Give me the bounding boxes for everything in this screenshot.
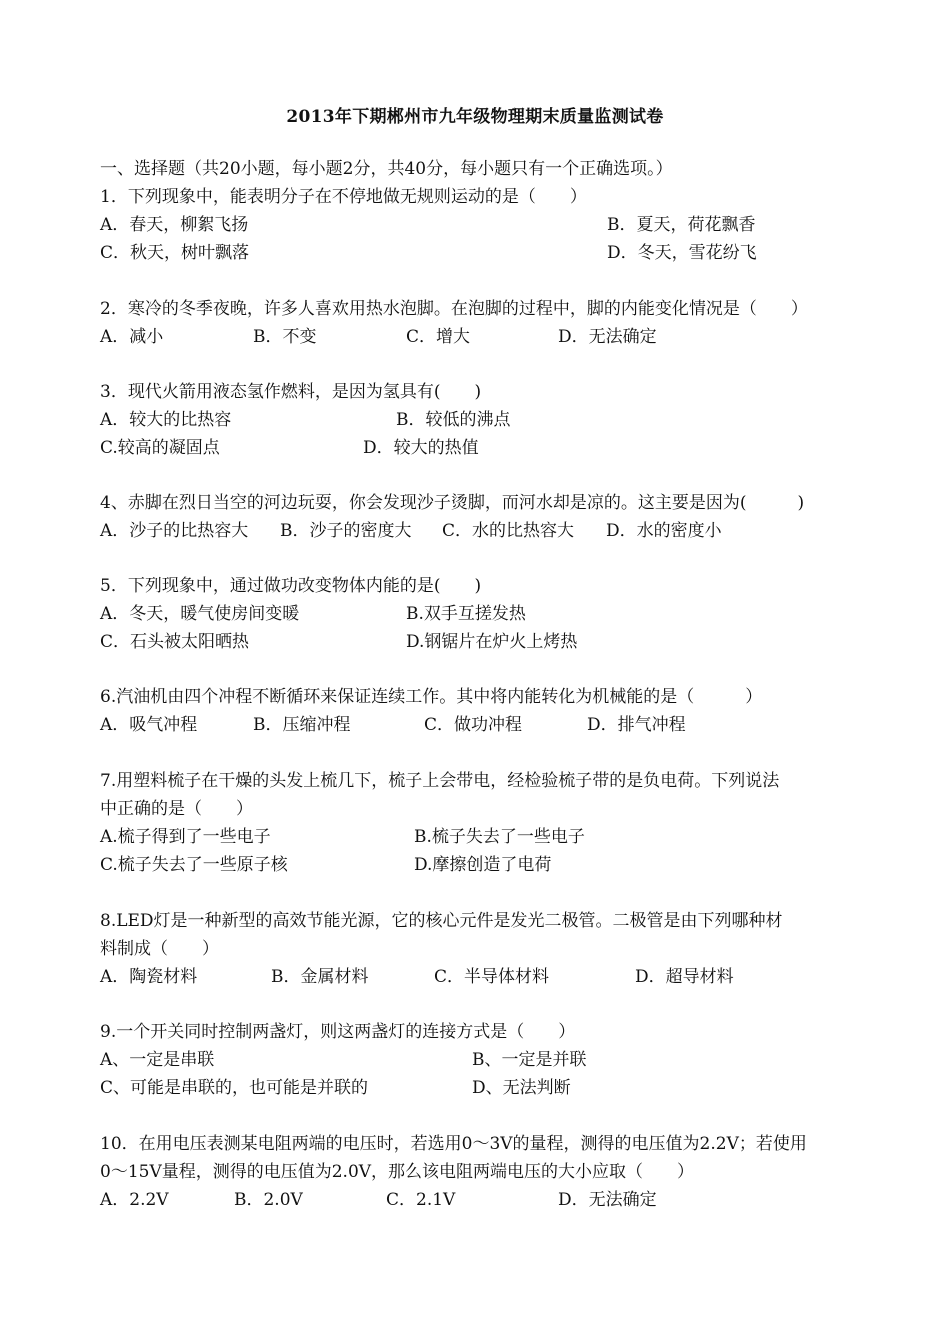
question-8-option-c: C．半导体材料 xyxy=(434,967,550,987)
question-10-option-c: C．2.1V xyxy=(386,1190,456,1210)
question-3-option-c: C.较高的凝固点 xyxy=(100,438,220,458)
question-9-option-c: C、可能是串联的，也可能是并联的 xyxy=(100,1078,369,1098)
question-1-option-a: A．春天，柳絮飞扬 xyxy=(100,215,249,235)
question-9-option-b: B、一定是并联 xyxy=(472,1050,587,1070)
question-5-option-a: A．冬天，暖气使房间变暖 xyxy=(100,604,300,624)
question-4-option-a: A．沙子的比热容大 xyxy=(100,521,249,541)
question-7-stem-line-2: 中正确的是（ ） xyxy=(100,799,253,819)
question-7-option-b: B.梳子失去了一些电子 xyxy=(414,827,585,847)
question-2-option-a: A．减小 xyxy=(100,327,164,347)
question-1-option-c: C．秋天，树叶飘落 xyxy=(100,243,250,263)
question-3-option-d: D．较大的热值 xyxy=(363,438,479,458)
question-8-stem-line-1: 8.LED灯是一种新型的高效节能光源，它的核心元件是发光二极管。二极管是由下列哪种材 xyxy=(100,911,783,931)
question-9-option-d: D、无法判断 xyxy=(472,1078,571,1098)
question-2-option-d: D．无法确定 xyxy=(558,327,657,347)
question-5-stem: 5．下列现象中，通过做功改变物体内能的是( ) xyxy=(100,576,482,596)
question-4-option-c: C．水的比热容大 xyxy=(442,521,575,541)
question-4-option-d: D．水的密度小 xyxy=(606,521,722,541)
question-2-stem: 2．寒冷的冬季夜晚，许多人喜欢用热水泡脚。在泡脚的过程中，脚的内能变化情况是（ ） xyxy=(100,299,808,319)
question-6-stem: 6.汽油机由四个冲程不断循环来保证连续工作。其中将内能转化为机械能的是（ ） xyxy=(100,687,763,707)
question-8-stem-line-2: 料制成（ ） xyxy=(100,939,219,959)
question-10-option-a: A．2.2V xyxy=(100,1190,169,1210)
question-5-option-b: B.双手互搓发热 xyxy=(406,604,526,624)
question-7-stem-line-1: 7.用塑料梳子在干燥的头发上梳几下，梳子上会带电，经检验梳子带的是负电荷。下列说法 xyxy=(100,771,780,791)
question-4-option-b: B．沙子的密度大 xyxy=(280,521,412,541)
question-3-option-b: B．较低的沸点 xyxy=(396,410,511,430)
question-1-option-d: D．冬天，雪花纷飞 xyxy=(607,243,757,263)
question-9-option-a: A、一定是串联 xyxy=(100,1050,215,1070)
question-3-option-a: A．较大的比热容 xyxy=(100,410,232,430)
question-10-stem-line-1: 10．在用电压表测某电阻两端的电压时，若选用0～3V的量程，测得的电压值为2.2V；若使用 xyxy=(100,1134,807,1154)
question-10-stem-line-2: 0～15V量程，测得的电压值为2.0V，那么该电阻两端电压的大小应取（ ） xyxy=(100,1162,695,1182)
question-5-option-d: D.钢锯片在炉火上烤热 xyxy=(406,632,578,652)
question-1-stem: 1．下列现象中，能表明分子在不停地做无规则运动的是（ ） xyxy=(100,187,587,207)
question-7-option-d: D.摩擦创造了电荷 xyxy=(414,855,552,875)
section-heading: 一、选择题（共20小题，每小题2分，共40分，每小题只有一个正确选项。） xyxy=(100,159,673,179)
question-7-option-a: A.梳子得到了一些电子 xyxy=(100,827,271,847)
question-9-stem: 9.一个开关同时控制两盏灯，则这两盏灯的连接方式是（ ） xyxy=(100,1022,576,1042)
page-title: 2013年下期郴州市九年级物理期末质量监测试卷 xyxy=(286,107,664,127)
question-8-option-a: A．陶瓷材料 xyxy=(100,967,198,987)
question-6-option-b: B．压缩冲程 xyxy=(253,715,351,735)
question-2-option-c: C．增大 xyxy=(406,327,471,347)
question-6-option-a: A．吸气冲程 xyxy=(100,715,198,735)
question-8-option-d: D．超导材料 xyxy=(635,967,734,987)
question-3-stem: 3．现代火箭用液态氢作燃料，是因为氢具有( ) xyxy=(100,382,482,402)
question-1-option-b: B．夏天，荷花飘香 xyxy=(607,215,756,235)
question-10-option-d: D．无法确定 xyxy=(558,1190,657,1210)
question-6-option-c: C．做功冲程 xyxy=(424,715,523,735)
question-5-option-c: C．石头被太阳晒热 xyxy=(100,632,250,652)
question-2-option-b: B．不变 xyxy=(253,327,317,347)
question-10-option-b: B．2.0V xyxy=(234,1190,303,1210)
question-7-option-c: C.梳子失去了一些原子核 xyxy=(100,855,288,875)
question-6-option-d: D．排气冲程 xyxy=(587,715,686,735)
question-8-option-b: B．金属材料 xyxy=(271,967,369,987)
question-4-stem: 4、赤脚在烈日当空的河边玩耍，你会发现沙子烫脚，而河水却是凉的。这主要是因为( ) xyxy=(100,493,805,513)
